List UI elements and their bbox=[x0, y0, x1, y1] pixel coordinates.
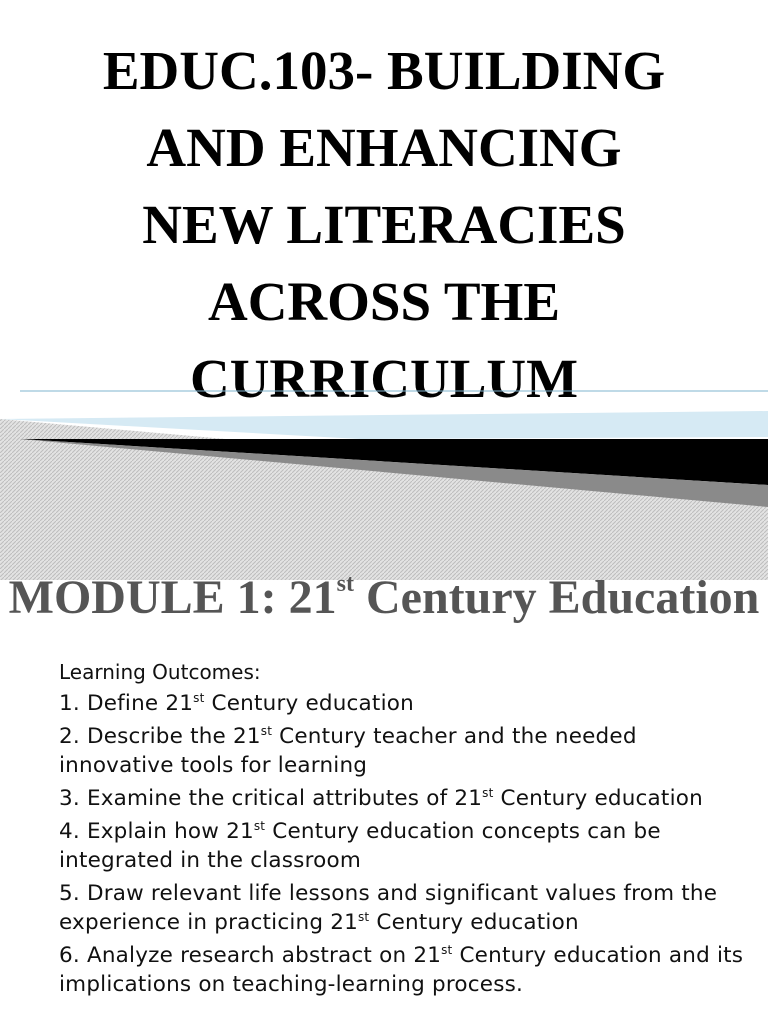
item-text: 4. Explain how 21 bbox=[59, 819, 254, 844]
learning-outcomes-label: Learning Outcomes: bbox=[59, 660, 261, 684]
title-line: EDUC.103- BUILDING bbox=[102, 40, 666, 101]
title-line: AND ENHANCING bbox=[146, 117, 622, 178]
item-text: Century education bbox=[369, 910, 579, 935]
item-text: Century education and its implications on teaching-learning process. bbox=[59, 943, 744, 997]
list-item bbox=[59, 879, 749, 937]
decorative-band bbox=[0, 385, 768, 580]
item-sup: st bbox=[253, 819, 266, 833]
module-heading-sup: st bbox=[336, 571, 354, 597]
item-sup: st bbox=[441, 943, 453, 957]
page-title bbox=[0, 32, 768, 417]
list-item bbox=[59, 784, 749, 813]
item-sup: st bbox=[193, 691, 205, 705]
item-text: 6. Analyze research abstract on 21 bbox=[59, 943, 442, 968]
item-text: Century education bbox=[204, 691, 414, 716]
module-heading bbox=[0, 566, 768, 630]
item-text: Century education bbox=[493, 786, 703, 811]
item-text: 3. Examine the critical attributes of 21 bbox=[59, 786, 483, 811]
title-line: CURRICULUM bbox=[189, 348, 579, 409]
item-sup: st bbox=[482, 786, 494, 800]
item-sup: st bbox=[357, 910, 370, 924]
list-item bbox=[59, 689, 749, 718]
title-line: NEW LITERACIES bbox=[142, 194, 626, 255]
list-item bbox=[59, 941, 749, 999]
item-text: Century teacher and the needed innovative tools for learning bbox=[59, 724, 637, 778]
list-item bbox=[59, 722, 749, 780]
item-sup: st bbox=[260, 724, 273, 738]
list-item bbox=[59, 817, 749, 875]
item-text: Century education concepts can be integrated in the classroom bbox=[59, 819, 661, 873]
item-text: 2. Describe the 21 bbox=[59, 724, 261, 749]
title-line: ACROSS THE bbox=[207, 271, 561, 332]
learning-outcomes bbox=[59, 657, 749, 1003]
module-heading-suffix: Century Education bbox=[353, 571, 760, 624]
item-text: 1. Define 21 bbox=[59, 691, 194, 716]
item-text: 5. Draw relevant life lessons and significant values from the experience in practicing 21 bbox=[59, 881, 718, 935]
module-heading-prefix: MODULE 1: 21 bbox=[8, 571, 337, 624]
